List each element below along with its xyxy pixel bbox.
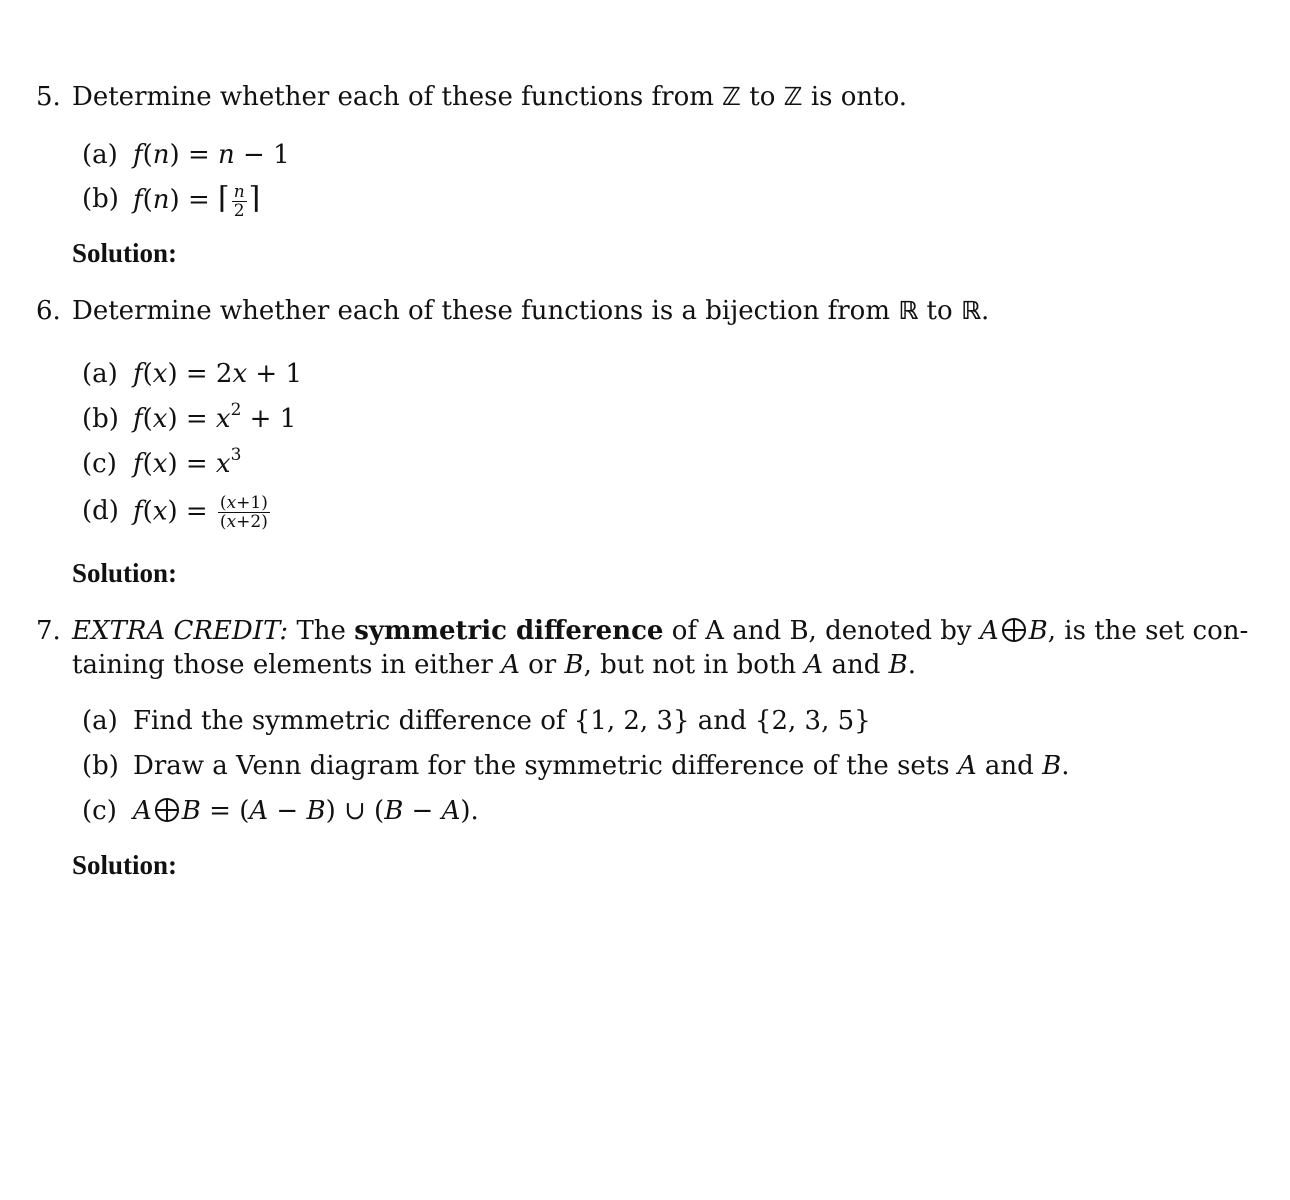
part-expression: f(x) = 2x + 1 xyxy=(133,359,302,389)
question-text-line-2: taining those elements in either A or B, but not in both A and B. xyxy=(72,650,916,680)
part-label: (b) xyxy=(82,404,119,434)
part-label: (a) xyxy=(82,140,118,170)
part-label: (c) xyxy=(82,796,117,826)
part-label: (b) xyxy=(82,751,119,781)
part-text: Find the symmetric difference of {1, 2, 3} and {2, 3, 5} xyxy=(133,706,871,736)
question-number: 6. xyxy=(36,296,61,326)
part-label: (a) xyxy=(82,359,118,389)
solution-label-6: Solution: xyxy=(72,558,178,588)
question-number: 7. xyxy=(36,616,61,646)
oplus-symbol xyxy=(1001,617,1027,643)
part-expression: A B = (A − B) ∪ (B − A). xyxy=(133,796,479,826)
part-text: Draw a Venn diagram for the symmetric difference of the sets A and B. xyxy=(133,751,1070,781)
question-text-line-1: EXTRA CREDIT: The symmetric difference of A and B, denoted by A B, is the set con- xyxy=(72,616,1249,646)
part-label: (b) xyxy=(82,184,119,214)
part-label: (c) xyxy=(82,449,117,479)
solution-label-5: Solution: xyxy=(72,238,178,268)
part-expression: $f(x) = x^2 + 1$ xyxy=(133,400,297,434)
oplus-symbol xyxy=(154,797,180,823)
part-expression: f(n) = n − 1 xyxy=(133,140,290,170)
part-expression: f(x) = $\frac{(x+1)}{(x+2)}$ xyxy=(133,493,268,532)
defined-term: symmetric difference xyxy=(354,616,664,646)
part-label: (a) xyxy=(82,706,118,736)
solution-label-7: Solution: xyxy=(72,850,178,880)
extra-credit-label: EXTRA CREDIT: xyxy=(72,616,289,646)
part-label: (d) xyxy=(82,496,119,526)
question-number: 5. xyxy=(36,82,61,112)
part-expression: $f(x) = x^3$ xyxy=(133,445,242,479)
question-text: Determine whether each of these functions from ℤ to ℤ is onto. xyxy=(72,82,908,112)
question-text: Determine whether each of these functions is a bijection from ℝ to ℝ. xyxy=(72,296,990,326)
part-expression: f(n) = ⌈ $\frac{n}{2}$ ⌉ xyxy=(133,181,261,221)
